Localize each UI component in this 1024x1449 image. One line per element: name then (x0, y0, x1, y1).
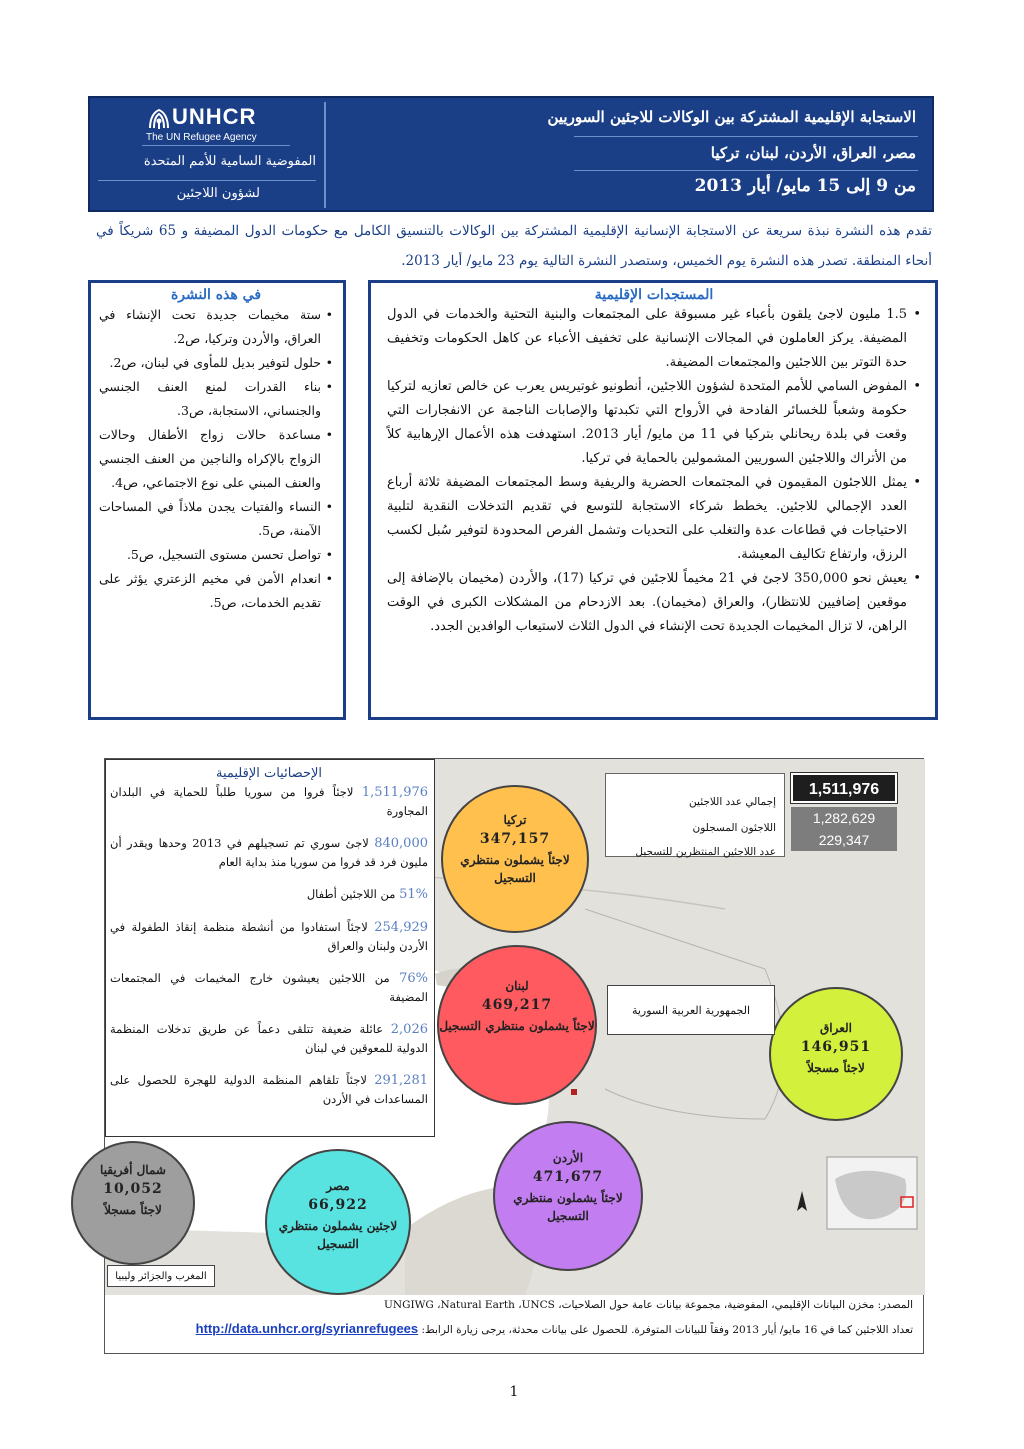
report-countries: مصر، العراق، الأردن، لبنان، تركيا (710, 144, 916, 162)
total-label: إجمالي عدد اللاجئين (689, 796, 776, 808)
stat-item (110, 969, 428, 1006)
logo-wordmark: UNHCR (172, 104, 257, 129)
country-bubble-egypt (265, 1149, 411, 1295)
toc-item: • حلول لتوفير بديل للمأوى في لبنان، ص2. (99, 351, 333, 375)
country-name: شمال أفريقيا (100, 1163, 166, 1177)
country-name: العراق (819, 1021, 853, 1035)
regional-statistics-box (105, 759, 435, 1137)
country-count-label: لاجئاً يشملون منتظري التسجيل (513, 1191, 623, 1223)
country-refugee-count: 471,677 (532, 1169, 604, 1185)
toc-item: • تواصل تحسن مستوى التسجيل، ص5. (99, 543, 333, 567)
stat-item (110, 1071, 428, 1108)
toc-item: • ستة مخيمات جديدة تحت الإنشاء في العراق، والأردن وتركيا، ص2. (99, 303, 333, 351)
regional-map (100, 758, 924, 1354)
agency-name-line1: المفوضية السامية للأمم المتحدة (143, 154, 316, 169)
country-count-label: لاجئاً يشملون منتظري التسجيل (460, 853, 570, 885)
development-item: • يعيش نحو 350,000 لاجئ في 21 مخيماً للاجئين في تركيا (17)، والأردن (مخيمان بالإضافة إلى موقعين إضافيين للانتظار)، والعراق (مخيمان). بعد الازدحام من المشكلات الكبرى في الوقت الراهن، لا تزال المخيمات الجديدة تحت الإنشاء في الدول الثلاث لاستيعاب الوافدين الجدد. (387, 567, 921, 639)
map-source-note: المصدر: مخزن البيانات الإقليمي، المفوضية، مجموعة بيانات عامة حول الصلاحيات، UNGIWG ،Natural Earth ،UNCS (384, 1299, 913, 1311)
syrian-refugees-portal-link[interactable]: http://data.unhcr.org/syrianrefugees (195, 1321, 419, 1336)
toc-title: في هذه النشرة (170, 287, 262, 303)
developments-title: المستجدات الإقليمية (594, 287, 714, 303)
toc-list (99, 303, 333, 615)
awaiting-refugees-value: 229,347 (791, 829, 897, 851)
data-note-text: تعداد اللاجئين كما في 16 مايو/ أيار 2013 وفقاً للبيانات المتوفرة. للحصول على بيانات محدثة، يرجى زيارة الرابط: (421, 1324, 913, 1336)
report-period: من 9 إلى 15 مايو/ أيار 2013 (694, 176, 916, 196)
country-name: لبنان (505, 979, 529, 993)
stat-number: 76% (399, 971, 429, 986)
report-title: الاستجابة الإقليمية المشتركة بين الوكالات للاجئين السوريين (547, 108, 916, 126)
header-divider (574, 136, 918, 137)
country-count-label: لاجئاً يشملون منتظري التسجيل (439, 1019, 595, 1033)
country-count-label: لاجئاً مسجلاً (104, 1203, 162, 1217)
agency-name-line2: لشؤون اللاجئين (176, 186, 260, 201)
stat-number: 1,511,976 (361, 785, 429, 800)
development-item: • يمثل اللاجئون المقيمون في المجتمعات الحضرية والريفية وسط المجتمعات المضيفة ثلاثة أرباع العدد الإجمالي للاجئين. يخطط شركاء الاستجابة للتوسع في تقديم التدخلات النقدية لتلبية الاحتياجات في قطاعات عدة والتغلب على التحديات وتشمل الفرص المحدودة لتوفير سُبل لكسب الرزق، وارتفاع تكاليف المعيشة. (387, 471, 921, 567)
toc-item: • انعدام الأمن في مخيم الزعتري يؤثر على تقديم الخدمات، ص5. (99, 567, 333, 615)
logo-tagline: The UN Refugee Agency (146, 132, 257, 143)
country-count-label: لاجئاً مسجلاً (807, 1061, 865, 1075)
header-banner (88, 96, 934, 212)
unhcr-emblem-icon (146, 106, 172, 132)
country-bubble-jordan (493, 1121, 643, 1271)
developments-list (387, 303, 921, 639)
stat-text: لاجئاً استفادوا من أنشطة منظمة إنقاذ الطفولة في الأردن ولبنان والعراق (110, 920, 428, 953)
stat-text: لاجئاً تلقاهم المنظمة الدولية للهجرة للحصول على المساعدات في الأردن (110, 1073, 428, 1106)
intro-paragraph: تقدم هذه النشرة نبذة سريعة عن الاستجابة الإنسانية الإقليمية المشتركة بين الوكالات بالتنسيق الكامل مع حكومات الدول المضيفة و 65 شريكاً في أنحاء المنطقة. تصدر هذه النشرة يوم الخميس، وستصدر النشرة التالية يوم 23 مايو/ أيار 2013. (96, 223, 933, 269)
stat-text: لاجئ سوري تم تسجيلهم في 2013 وحدها ويقدر أن مليون فرد قد فروا من سوريا منذ بداية العام (110, 836, 428, 869)
header-divider (574, 170, 918, 171)
refugee-totals-values (791, 773, 897, 851)
in-this-issue-box (88, 280, 346, 720)
stat-item (110, 1020, 428, 1057)
header-separator (324, 102, 326, 208)
country-refugee-count: 66,922 (308, 1197, 368, 1213)
toc-item: • النساء والفتيات يجدن ملاذاً في المساحات الآمنة، ص5. (99, 495, 333, 543)
agency-divider (98, 180, 316, 181)
toc-item: • مساعدة حالات زواج الأطفال وحالات الزواج بالإكراه والناجين من العنف الجنسي والعنف المبني على نوع الاجتماعي، ص4. (99, 423, 333, 495)
stat-number: 2,026 (390, 1022, 428, 1037)
registered-refugees-value: 1,282,629 (791, 807, 897, 829)
country-refugee-count: 146,951 (800, 1039, 872, 1055)
country-refugee-count: 10,052 (103, 1181, 163, 1197)
country-refugee-count: 469,217 (481, 997, 553, 1013)
stat-number: 291,281 (374, 1073, 428, 1088)
registered-label: اللاجئون المسجلون (692, 822, 776, 834)
syria-map-label: الجمهورية العربية السورية (607, 985, 775, 1035)
country-bubble-turkey (441, 785, 589, 933)
map-data-note (196, 1321, 913, 1336)
stat-text: من اللاجئين يعيشون خارج المخيمات في المجتمعات المضيفة (110, 971, 428, 1004)
stat-number: 254,929 (374, 920, 429, 935)
country-name: الأردن (552, 1151, 584, 1165)
stat-text: لاجئاً فروا من سوريا طلباً للحماية في البلدان المجاورة (110, 785, 428, 818)
country-count-label: لاجئين يشملون منتظري التسجيل (278, 1219, 398, 1251)
stats-title: الإحصائيات الإقليمية (215, 766, 323, 781)
stat-text: من اللاجئين أطفال (306, 887, 396, 901)
regional-developments-box (368, 280, 938, 720)
awaiting-label: عدد اللاجئين المنتظرين للتسجيل (635, 846, 776, 858)
country-refugee-count: 347,157 (479, 831, 551, 847)
stat-text: عائلة ضعيفة تتلقى دعماً عن طريق تدخلات المنظمة الدولية للمعوقين في لبنان (110, 1022, 428, 1055)
stat-item (110, 885, 428, 904)
country-name: مصر (326, 1179, 350, 1193)
agency-block (94, 100, 320, 210)
stat-item (110, 834, 428, 871)
toc-item: • بناء القدرات لمنع العنف الجنسي والجنساني، الاستجابة، ص3. (99, 375, 333, 423)
refugee-totals-legend (605, 773, 785, 857)
maghreb-map-label: المغرب والجزائر وليبيا (107, 1265, 215, 1287)
stat-number: 840,000 (374, 836, 428, 851)
country-bubble-north-africa (71, 1141, 195, 1265)
stat-item (110, 918, 428, 955)
development-item: • 1.5 مليون لاجئ يلقون بأعباء غير مسبوقة على المجتمعات والبنية التحتية والخدمات في الدول المضيفة. يركز العاملون في المجالات الإنسانية على تخفيف الأعباء عن كاهل الحكومات وتخفيف حدة التوتر بين اللاجئين والمجتمعات المضيفة. (387, 303, 921, 375)
development-item: • المفوض السامي للأمم المتحدة لشؤون اللاجئين، أنطونيو غوتيريس يعرب عن خالص تعازيه لتركيا حكومة وشعباً للخسائر الفادحة في الأرواح التي تكبدتها والإصابات الناجمة عن الانفجارات التي وقعت في بلدة ريحانلي بتركيا في 11 من مايو/ أيار 2013. استهدفت هذه الأعمال الإرهابية كلاً من الأتراك واللاجئين السوريين المشمولين بالحماية في تركيا. (387, 375, 921, 471)
total-refugees-value: 1,511,976 (791, 773, 897, 803)
country-bubble-lebanon (437, 945, 597, 1105)
page-number: 1 (509, 1384, 519, 1400)
country-bubble-iraq (769, 987, 903, 1121)
unhcr-logo (142, 102, 290, 146)
header-title-block (334, 102, 924, 208)
country-name: تركيا (503, 813, 527, 827)
stat-item (110, 783, 428, 820)
stat-number: 51% (399, 887, 428, 902)
